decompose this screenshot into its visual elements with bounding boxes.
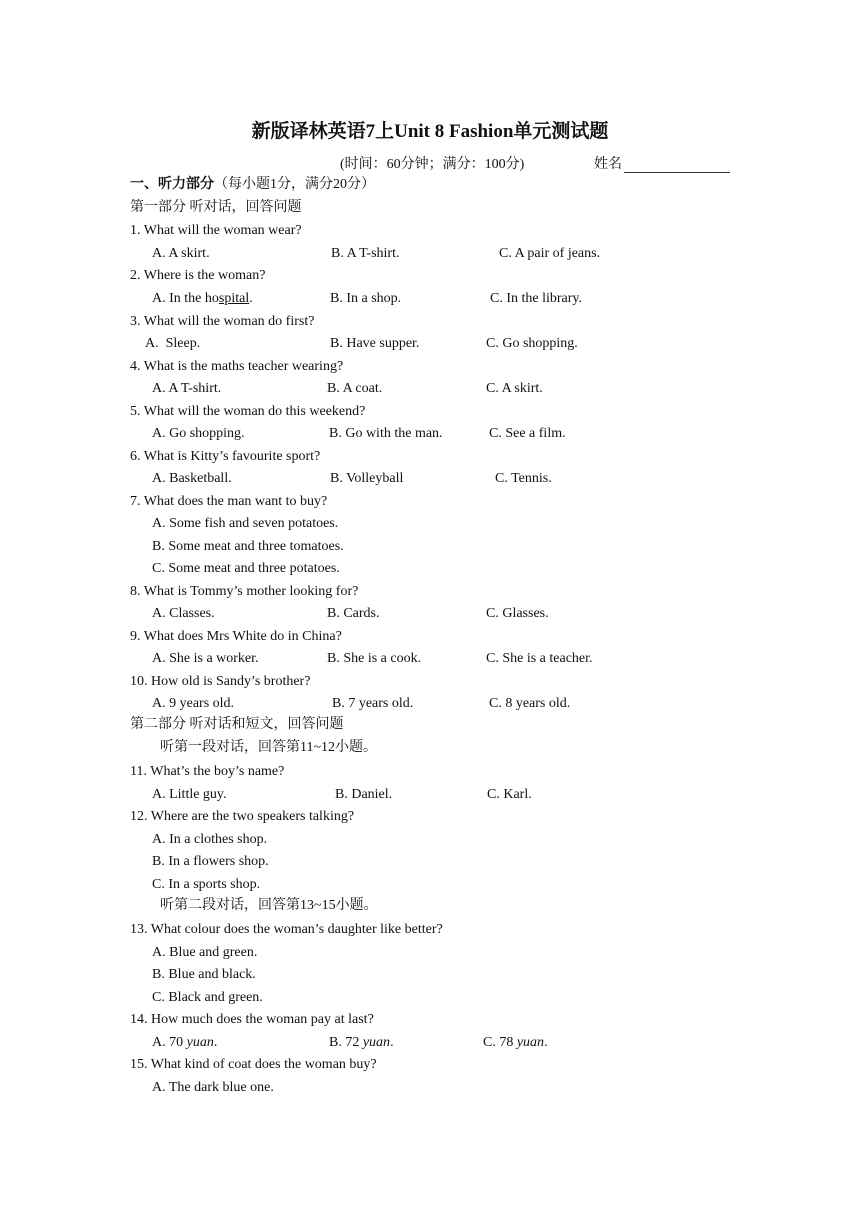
part-heading: 第二部分 听对话和短文，回答问题 xyxy=(130,717,344,732)
option-b: B. Blue and black. xyxy=(152,967,256,982)
option-b: B. Volleyball xyxy=(330,471,404,486)
option-c: C. Karl. xyxy=(487,787,532,802)
option-c: C. In a sports shop. xyxy=(152,877,261,892)
option-b xyxy=(329,1034,394,1052)
question: 14. How much does the woman pay at last? xyxy=(130,1012,374,1027)
option-text: . xyxy=(249,291,253,306)
option-c: C. A pair of jeans. xyxy=(499,246,601,261)
option-text: A. In the ho xyxy=(152,291,219,306)
option-a xyxy=(152,290,253,308)
question: 5. What will the woman do this weekend? xyxy=(130,404,366,419)
currency-unit: yuan xyxy=(362,1035,391,1050)
question: 1. What will the woman wear? xyxy=(130,223,302,238)
option-c: C. Glasses. xyxy=(486,606,549,621)
option-c: C. She is a teacher. xyxy=(486,651,593,666)
option-text: B. 72 xyxy=(329,1035,363,1050)
question: 12. Where are the two speakers talking? xyxy=(130,809,355,824)
question: 7. What does the man want to buy? xyxy=(130,494,328,509)
name-field xyxy=(594,153,730,173)
option-a: A. Go shopping. xyxy=(152,426,245,441)
option-a: A. A skirt. xyxy=(152,246,210,261)
option-c: C. 8 years old. xyxy=(489,696,571,711)
option-a: A. The dark blue one. xyxy=(152,1080,274,1095)
instruction: 听第一段对话，回答第11~12小题。 xyxy=(160,740,378,755)
option-a: A. Some fish and seven potatoes. xyxy=(152,516,339,531)
option-c: C. Go shopping. xyxy=(486,336,578,351)
option-text: C. 78 xyxy=(483,1035,517,1050)
option-b: B. A coat. xyxy=(327,381,383,396)
option-b: B. Go with the man. xyxy=(329,426,443,441)
option-a: A. A T-shirt. xyxy=(152,381,222,396)
option-b: B. Some meat and three tomatoes. xyxy=(152,539,344,554)
option-a: A. Little guy. xyxy=(152,787,227,802)
option-c xyxy=(483,1034,548,1052)
option-b: B. She is a cook. xyxy=(327,651,422,666)
section-note: （每小题1分，满分20分） xyxy=(214,177,375,192)
exam-meta: (时间：60分钟；满分：100分) xyxy=(340,157,525,172)
option-b: B. Have supper. xyxy=(330,336,420,351)
underlined-text: spital xyxy=(218,291,250,306)
option-c: C. A skirt. xyxy=(486,381,543,396)
option-c: C. Some meat and three potatoes. xyxy=(152,561,340,576)
section-title: 一、听力部分 xyxy=(130,177,214,192)
option-a xyxy=(152,1034,217,1052)
option-c: C. Tennis. xyxy=(495,471,552,486)
question: 11. What’s the boy’s name? xyxy=(130,764,285,779)
option-c: C. Black and green. xyxy=(152,990,263,1005)
question: 8. What is Tommy’s mother looking for? xyxy=(130,584,359,599)
option-c: C. See a film. xyxy=(489,426,566,441)
option-b: B. In a shop. xyxy=(330,291,402,306)
option-a: A. 9 years old. xyxy=(152,696,235,711)
name-blank-line xyxy=(624,158,730,173)
option-c: C. In the library. xyxy=(490,291,583,306)
name-label: 姓名 xyxy=(594,157,622,172)
question: 9. What does Mrs White do in China? xyxy=(130,629,342,644)
question: 4. What is the maths teacher wearing? xyxy=(130,359,344,374)
option-text: . xyxy=(544,1035,548,1050)
question: 15. What kind of coat does the woman buy? xyxy=(130,1057,377,1072)
option-b: B. In a flowers shop. xyxy=(152,854,269,869)
option-a: A. In a clothes shop. xyxy=(152,832,268,847)
question: 3. What will the woman do first? xyxy=(130,314,315,329)
option-b: B. 7 years old. xyxy=(332,696,414,711)
option-a: A. Sleep. xyxy=(145,336,201,351)
option-b: B. A T-shirt. xyxy=(331,246,400,261)
question: 6. What is Kitty’s favourite sport? xyxy=(130,449,321,464)
page-title: 新版译林英语7上Unit 8 Fashion单元测试题 xyxy=(251,121,609,142)
option-b: B. Daniel. xyxy=(335,787,393,802)
instruction: 听第二段对话，回答第13~15小题。 xyxy=(160,898,378,913)
option-a: A. Classes. xyxy=(152,606,215,621)
option-a: A. Blue and green. xyxy=(152,945,258,960)
section-heading xyxy=(130,176,375,194)
option-text: A. 70 xyxy=(152,1035,187,1050)
question: 10. How old is Sandy’s brother? xyxy=(130,674,311,689)
option-a: A. She is a worker. xyxy=(152,651,259,666)
option-text: . xyxy=(213,1035,218,1050)
question: 2. Where is the woman? xyxy=(130,268,266,283)
currency-unit: yuan xyxy=(186,1035,214,1050)
currency-unit: yuan xyxy=(516,1035,545,1050)
part-heading: 第一部分 听对话，回答问题 xyxy=(130,200,302,215)
option-text: . xyxy=(390,1035,394,1050)
option-b: B. Cards. xyxy=(327,606,380,621)
question: 13. What colour does the woman’s daughter like better? xyxy=(130,922,443,937)
option-a: A. Basketball. xyxy=(152,471,232,486)
